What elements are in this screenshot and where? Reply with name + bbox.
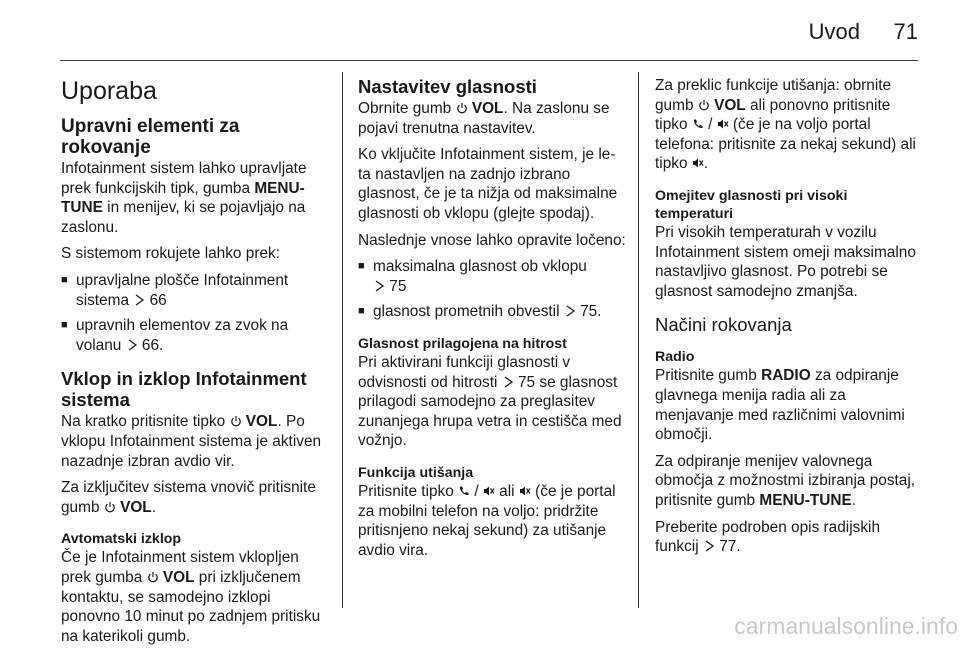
column-1 [61,70,329,653]
column-divider-2 [638,72,639,608]
subheading-radio: Radio [655,349,695,366]
power-icon [104,501,116,513]
subheading-temperature-limit: Omejitev glasnosti pri visoki temperaturi [655,187,848,222]
ref-arrow-icon [373,280,385,292]
column-3 [655,70,920,564]
page-reference-link[interactable]: 66 [149,291,167,309]
page-reference-link[interactable]: 75. [580,303,602,321]
ref-arrow-icon [703,540,715,552]
column-divider-1 [342,72,343,608]
page-reference-link[interactable]: 75 [518,373,536,391]
power-icon [456,102,468,114]
paragraph-operate-via: S sistemom rokujete lahko prek: [61,245,280,263]
ref-arrow-icon [126,339,138,351]
header-title: Uvod [808,19,860,44]
column-2 [358,70,626,567]
subheading-auto-off: Avtomatski izklop [61,531,182,548]
page-reference-link[interactable]: 77. [719,538,741,556]
paragraph-separate-settings: Naslednje vnose lahko opravite ločeno: [358,231,626,249]
mute-icon [692,157,704,169]
paragraph-power-off: Za izključitev sistema vnovič pritisnite gumb VOL. [61,479,316,516]
paragraph-auto-off: Če je Infotainment sistem vklopljen prek gumba VOL pri izključenem kontaktu, se samodejno izklopi ponovno 10 minut po zadnjem pritisku na katerikoli gumb. [61,549,321,645]
list-item: ■ upravnih elementov za zvok na volanu 66. [61,316,329,355]
paragraph-temperature-limit: Pri visokih temperaturah v vozilu Infotainment sistem omeji maksimalno nastavljivo glasnost. Po potrebi se glasnost samodejno zmanjša. [655,223,916,300]
ref-arrow-icon [564,305,576,317]
paragraph-band-menu: Za odpiranje menijev valovnega območja z možnostmi izbiranja postaj, pritisnite gumb MENU-TUNE. [655,452,916,509]
subheading-mute: Funkcija utišanja [358,464,474,481]
paragraph-power-on: Na kratko pritisnite tipko VOL. Po vklopu Infotainment sistema je aktiven nazadnje izbran avdio vir. [61,413,322,470]
paragraph-radio-reference: Preberite podroben opis radijskih funkcij 77. [655,518,881,556]
mute-icon [717,118,729,130]
section-title: Uporaba [61,77,157,105]
subsection-title-power: Vklop in izklop Infotainment sistema [61,368,307,411]
subsection-title-controls: Upravni elementi za rokovanje [61,116,240,158]
list-item: ■ upravljalne plošče Infotainment sistema 66 [61,271,329,310]
power-icon [230,415,242,427]
mute-icon [519,485,531,497]
watermark: carmanualsonline.info [734,613,958,639]
subsection-title-volume: Nastavitev glasnosti [358,76,537,97]
paragraph-volume-knob: Obrnite gumb VOL. Na zaslonu se pojavi trenutna nastavitev. [358,100,610,137]
subheading-speed-volume: Glasnost prilagojena na hitrost [358,335,567,352]
paragraph-speed-volume: Pri aktivirani funkciji glasnosti v odvisnosti od hitrosti 75 se glasnost prilagodi samodejno za preglasitev zunanjega hrupa vetra in cestišča med vožnjo. [358,353,622,450]
power-icon [147,571,159,583]
page-number: 71 [893,19,918,44]
ref-arrow-icon [133,294,145,306]
subsection-title-modes: Načini rokovanja [655,314,792,336]
list-separate-settings [358,257,626,322]
paragraph-unmute: Za preklic funkcije utišanja: obrnite gumb VOL ali ponovno pritisnite tipko / (če je na voljo portal telefona: pritisnite za nekaj sekund) ali tipko . [655,77,916,173]
list-operate-via [61,271,329,355]
power-icon [698,99,710,111]
header-rule [60,60,918,61]
ref-arrow-icon [502,376,514,388]
list-item: ■ glasnost prometnih obvestil 75. [358,302,626,322]
mute-icon [483,485,495,497]
paragraph-last-volume: Ko vključite Infotainment sistem, je le-ta nastavljen na zadnjo izbrano glasnost, če je ta nižja od maksimalne glasnosti ob vklopu (glejte spodaj). [358,146,618,222]
phone-icon [458,485,470,497]
page-reference-link[interactable]: 75 [389,277,407,295]
paragraph-mute: Pritisnite tipko / ali (če je portal za mobilni telefon na voljo: pridržite pritisnjeno nekaj sekund) za utišanje avdio vira. [358,482,616,559]
paragraph-controls: Infotainment sistem lahko upravljate prek funkcijskih tipk, gumba MENU-TUNE in menijev, ki se pojavljajo na zaslonu. [61,160,307,236]
phone-icon [692,118,704,130]
page-reference-link[interactable]: 66. [141,336,164,354]
paragraph-radio-button: Pritisnite gumb RADIO za odpiranje glavnega menija radia ali za menjavanje med različnimi valovnimi območji. [655,367,905,444]
list-item: ■ maksimalna glasnost ob vklopu 75 [358,257,626,296]
